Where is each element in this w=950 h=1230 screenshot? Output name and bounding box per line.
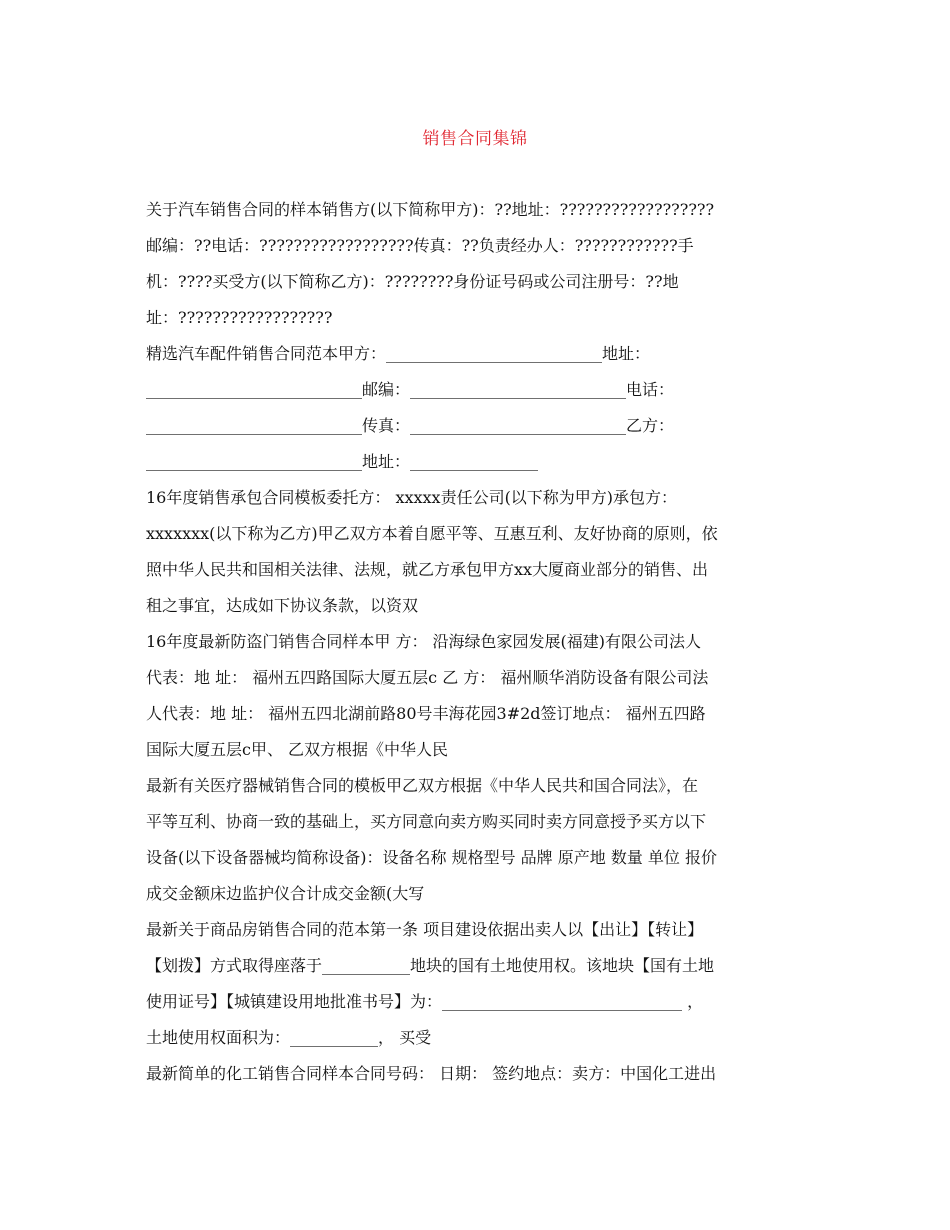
text-line: 16年度最新防盗门销售合同样本甲 方： 沿海绿色家园发展(福建)有限公司法人 <box>146 632 702 651</box>
text-line: 使用证号】【城镇建设用地批准书号】为：______________________________ ， <box>146 992 704 1011</box>
text-line: 最新有关医疗器械销售合同的模板甲乙双方根据《中华人民共和国合同法》，在 <box>146 776 699 795</box>
text-line: 平等互利、协商一致的基础上，买方同意向卖方购买同时卖方同意授予买方以下 <box>146 812 707 831</box>
text-line: 最新简单的化工销售合同样本合同号码： 日期： 签约地点：卖方：中国化工进出 <box>146 1064 717 1083</box>
text-line: 人代表：地 址： 福州五四北湖前路80号丰海花园3#2d签订地点： 福州五四路 <box>146 704 706 723</box>
text-line: 机：????买受方(以下简称乙方)：????????身份证号码或公司注册号：??地 <box>146 272 679 291</box>
text-line: ___________________________地址：________________ <box>146 452 539 471</box>
text-line: xxxxxxx(以下称为乙方)甲乙双方本着自愿平等、互惠互利、友好协商的原则，依 <box>146 524 718 543</box>
text-line: 成交金额床边监护仪合计成交金额(大写 <box>146 884 425 903</box>
text-line: 关于汽车销售合同的样本销售方(以下简称甲方)：??地址：?????????????????? <box>146 200 715 219</box>
text-line: 16年度销售承包合同模板委托方： xxxxx责任公司(以下称为甲方)承包方： <box>146 488 678 507</box>
text-line: 土地使用权面积为：___________， 买受 <box>146 1028 432 1047</box>
text-line: 租之事宜，达成如下协议条款，以资双 <box>146 596 419 615</box>
text-line: 邮编：??电话：??????????????????传真：??负责经办人：????????????手 <box>146 236 694 255</box>
text-line: 设备(以下设备器械均简称设备)：设备名称 规格型号 品牌 原产地 数量 单位 报价 <box>146 848 718 867</box>
document-body <box>146 192 806 1092</box>
text-line: 址：?????????????????? <box>146 308 333 327</box>
text-line: 最新关于商品房销售合同的范本第一条 项目建设依据出卖人以【出让】【转让】 <box>146 920 704 939</box>
text-line: 代表：地 址： 福州五四路国际大厦五层c 乙 方： 福州顺华消防设备有限公司法 <box>146 668 709 687</box>
text-line: 精选汽车配件销售合同范本甲方：___________________________地址： <box>146 344 651 363</box>
document-title: 销售合同集锦 <box>422 129 528 149</box>
text-line: ___________________________传真：___________________________乙方： <box>146 416 675 435</box>
text-line: ___________________________邮编：___________________________电话： <box>146 380 675 399</box>
text-line: 照中华人民共和国相关法律、法规，就乙方承包甲方xx大厦商业部分的销售、出 <box>146 560 709 579</box>
text-line: 【划拨】方式取得座落于___________地块的国有土地使用权。该地块【国有土地 <box>146 956 715 975</box>
text-line: 国际大厦五层c甲、 乙双方根据《中华人民 <box>146 740 449 759</box>
